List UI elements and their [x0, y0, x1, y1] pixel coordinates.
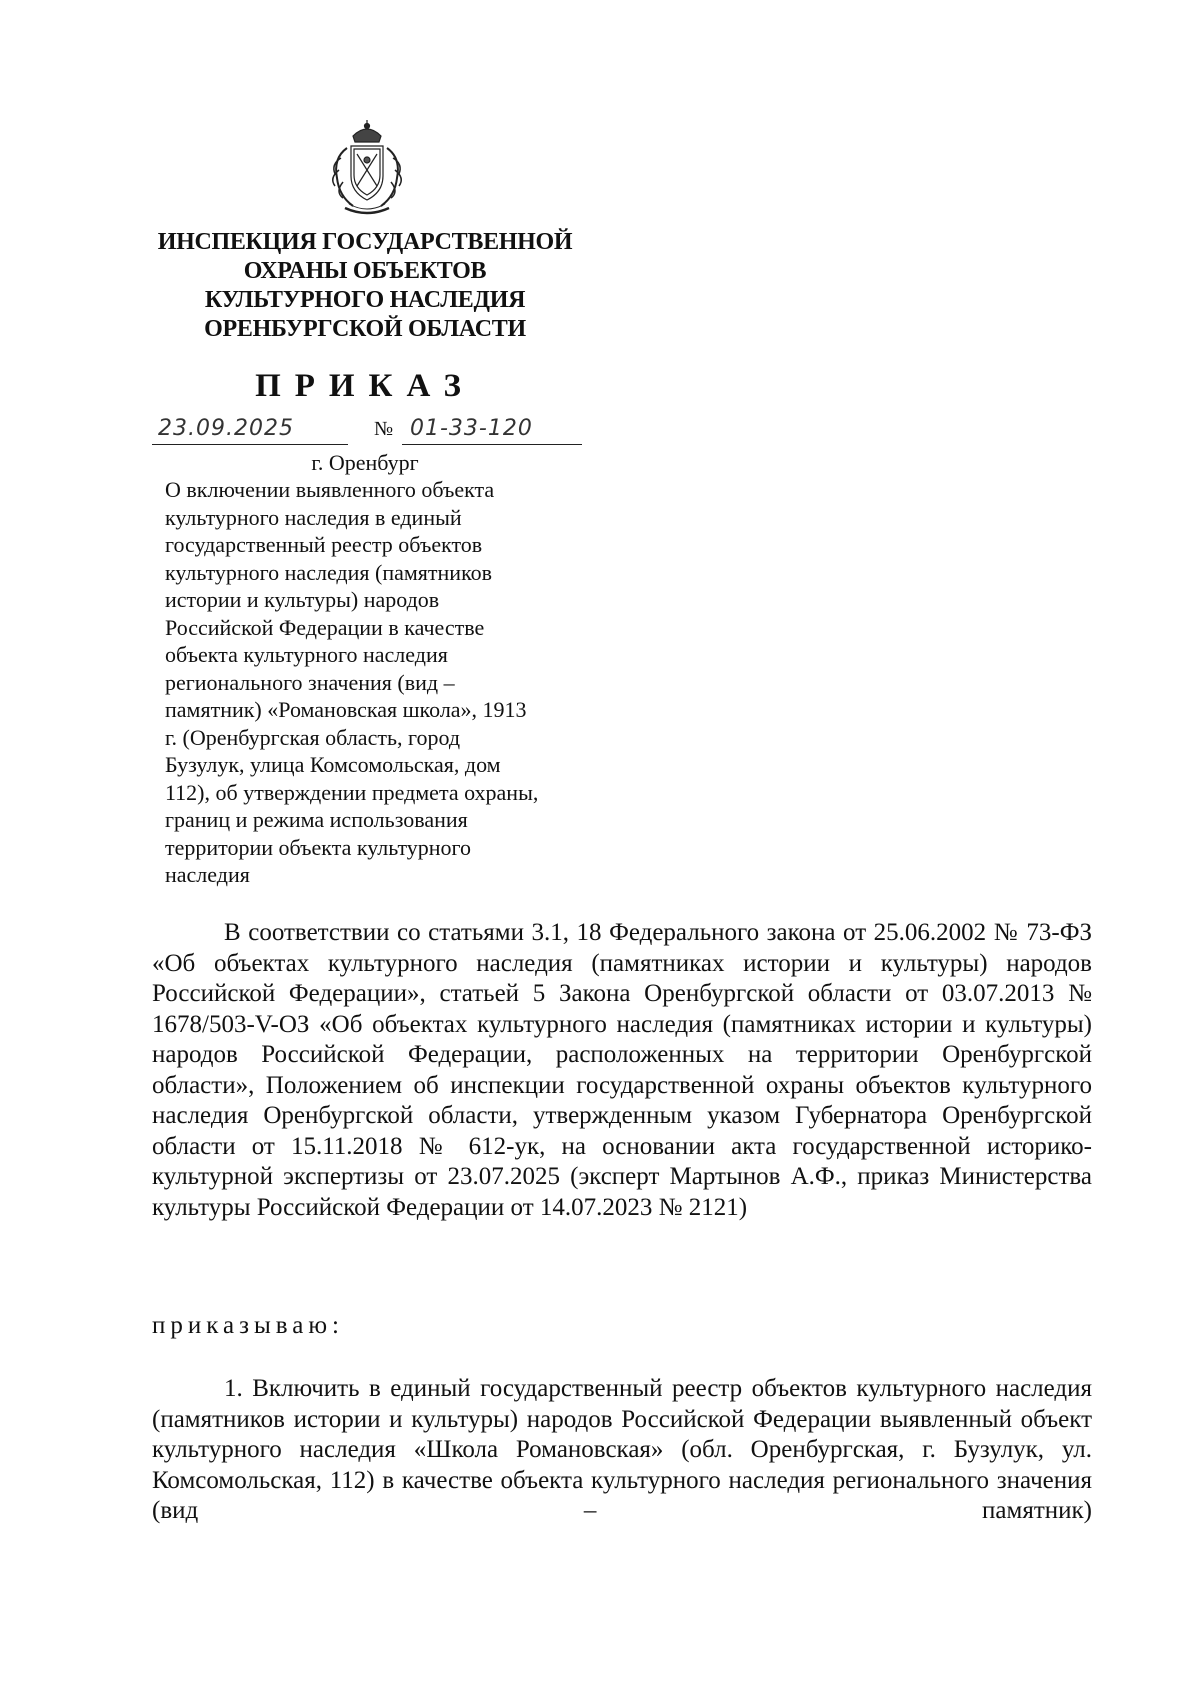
subject-line: объекта культурного наследия — [165, 642, 448, 667]
number-underline — [402, 444, 582, 445]
order-number: 01-33-120 — [410, 416, 533, 441]
authority-line: ОРЕНБУРГСКОЙ ОБЛАСТИ — [204, 316, 526, 342]
order-item-1: 1. Включить в единый государственный реестр объектов культурного наследия (памятников истории и культуры) народов Российской Федерации выявленный объект культурного наследия «Школа Романовская» (обл. Оренбургская, г. Бузулук, ул. Комсомольская, 112) в качестве объекта культурного наследия регионального значения (вид – памятник) — [152, 1375, 1092, 1524]
subject-line: г. (Оренбургская область, город — [165, 724, 461, 750]
subject-line: 112), об утверждении предмета охраны, — [165, 779, 539, 805]
place-of-issue: г. Оренбург — [311, 450, 419, 475]
preamble-paragraph: В соответствии со статьями 3.1, 18 Федерального закона от 25.06.2002 № 73-ФЗ «Об объектах культурного наследия (памятниках истории и культуры) народов Российской Федерации», статьей 5 Закона Оренбургской области от 03.07.2013 № 1678/503-V-ОЗ «Об объектах культурного наследия (памятниках истории и культуры) народов Российской Федерации, расположенных на территории Оренбургской области», Положением об инспекции государственной охраны объектов культурного наследия Оренбургской области, утвержденным указом Губернатора Оренбургской области от 15.11.2018 № 612-ук, на основании акта государственной историко-культурной экспертизы от 23.07.2025 (эксперт Мартынов А.Ф., приказ Министерства культуры Российской Федерации от 14.07.2023 № 2121) — [152, 919, 1092, 1221]
subject-line: границ и режима использования — [165, 807, 468, 832]
number-sign: № — [374, 418, 394, 440]
subject-line: регионального значения (вид – — [165, 669, 455, 695]
date-number-line — [152, 414, 582, 448]
subject-line: О включении выявленного объекта — [165, 477, 495, 502]
subject-line: культурного наследия в единый — [165, 504, 462, 530]
coat-of-arms-emblem — [323, 118, 411, 222]
subject-line: памятник) «Романовская школа», 1913 — [165, 697, 527, 722]
order-subject — [165, 476, 595, 889]
subject-line: наследия — [165, 862, 250, 887]
subject-line: культурного наследия (памятников — [165, 559, 493, 585]
subject-line: Бузулук, улица Комсомольская, дом — [165, 752, 501, 777]
order-date: 23.09.2025 — [158, 416, 294, 441]
authority-line: ОХРАНЫ ОБЪЕКТОВ — [243, 258, 487, 284]
subject-line: Российской Федерации в качестве — [165, 614, 485, 640]
document-type-title: ПРИКАЗ — [255, 368, 475, 404]
authority-line: ИНСПЕКЦИЯ ГОСУДАРСТВЕННОЙ — [157, 229, 573, 255]
authority-line: КУЛЬТУРНОГО НАСЛЕДИЯ — [204, 287, 526, 313]
orders-word: приказываю: — [152, 1312, 344, 1339]
subject-line: истории и культуры) народов — [165, 587, 440, 612]
subject-line: государственный реестр объектов — [165, 532, 483, 557]
date-underline — [152, 444, 348, 445]
issuing-authority — [150, 228, 580, 344]
subject-line: территории объекта культурного — [165, 834, 472, 860]
